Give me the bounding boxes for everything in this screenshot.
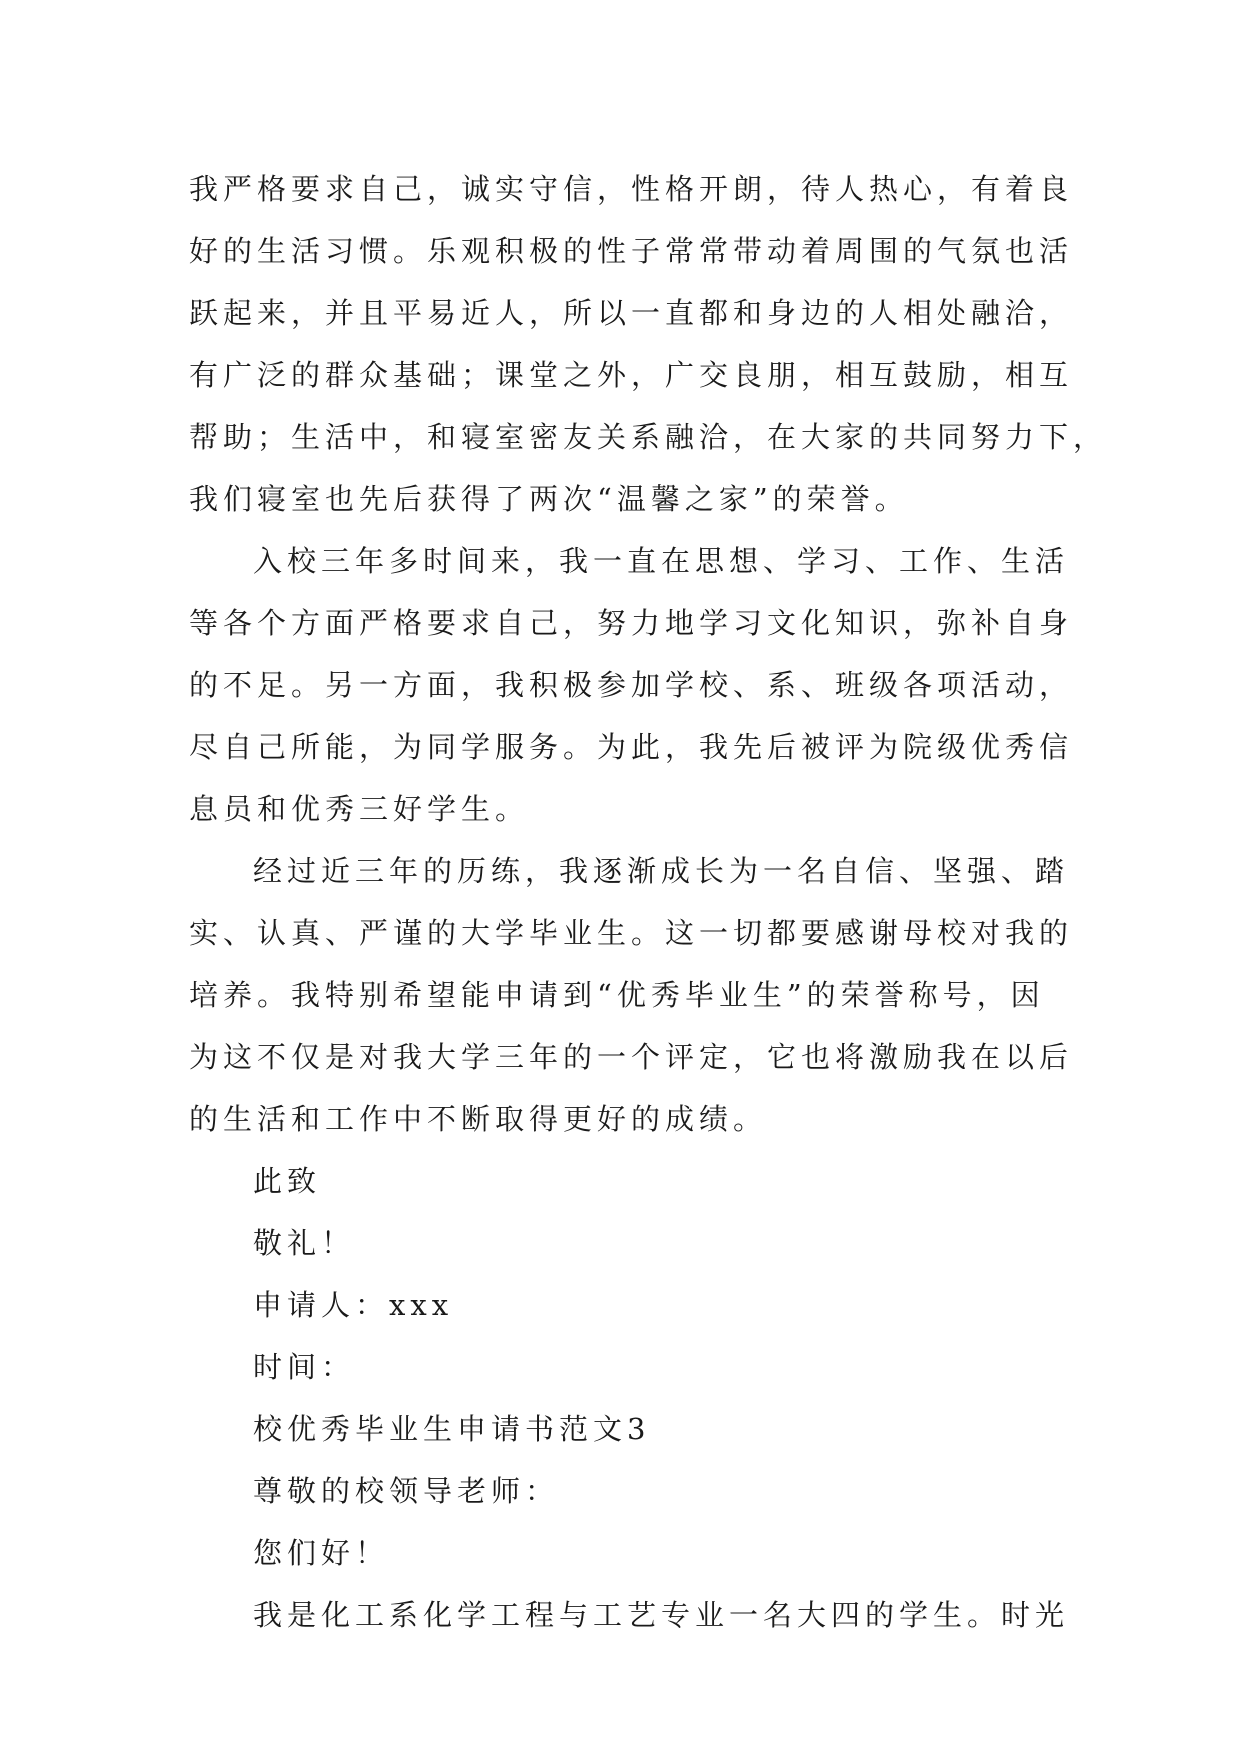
text-line: 的生活和工作中不断取得更好的成绩。	[189, 1102, 768, 1136]
text-line: 好的生活习惯。乐观积极的性子常常带动着周围的气氛也活	[189, 234, 1074, 268]
text-line: 尽自己所能，为同学服务。为此，我先后被评为院级优秀信	[189, 730, 1074, 764]
text-line: 等各个方面严格要求自己，努力地学习文化知识，弥补自身	[189, 606, 1074, 640]
text-line: 帮助；生活中，和寝室密友关系融洽，在大家的共同努力下，	[189, 420, 1108, 454]
paragraph-first-line: 入校三年多时间来，我一直在思想、学习、工作、生活	[253, 544, 1070, 578]
text-line: 有广泛的群众基础；课堂之外，广交良朋，相互鼓励，相互	[189, 358, 1074, 392]
text-line: 我们寝室也先后获得了两次“温馨之家”的荣誉。	[189, 482, 909, 516]
closing-regards: 敬礼！	[253, 1226, 356, 1260]
text-line: 实、认真、严谨的大学毕业生。这一切都要感谢母校对我的	[189, 916, 1074, 950]
applicant-line: 申请人：xxx	[253, 1288, 454, 1322]
greeting-hello: 您们好！	[253, 1536, 390, 1570]
text-line: 我严格要求自己，诚实守信，性格开朗，待人热心，有着良	[189, 172, 1074, 206]
greeting-line: 尊敬的校领导老师：	[253, 1474, 560, 1508]
text-line: 的不足。另一方面，我积极参加学校、系、班级各项活动，	[189, 668, 1074, 702]
section-title: 校优秀毕业生申请书范文3	[253, 1412, 651, 1446]
text-line: 为这不仅是对我大学三年的一个评定，它也将激励我在以后	[189, 1040, 1074, 1074]
text-line: 培养。我特别希望能申请到“优秀毕业生”的荣誉称号，因	[189, 978, 1045, 1012]
text-line: 跃起来，并且平易近人，所以一直都和身边的人相处融洽，	[189, 296, 1074, 330]
closing-salutation: 此致	[253, 1164, 322, 1198]
date-line: 时间：	[253, 1350, 356, 1384]
paragraph-first-line: 经过近三年的历练，我逐渐成长为一名自信、坚强、踏	[253, 854, 1070, 888]
document-body	[189, 158, 1108, 1646]
paragraph-first-line: 我是化工系化学工程与工艺专业一名大四的学生。时光	[253, 1598, 1070, 1632]
text-line: 息员和优秀三好学生。	[189, 792, 530, 826]
